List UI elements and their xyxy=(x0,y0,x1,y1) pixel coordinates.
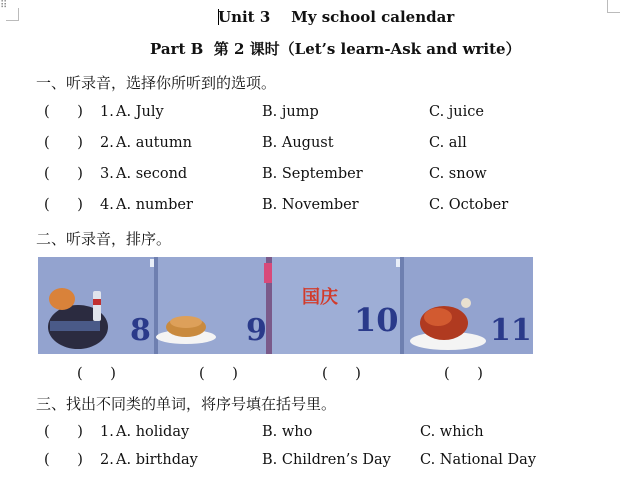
question-number: 3. xyxy=(100,166,114,182)
answer-blank[interactable]: ( ) xyxy=(44,166,83,182)
option-b: B. September xyxy=(262,166,363,182)
question-number: 4. xyxy=(100,197,114,213)
section1-heading: 一、听录音，选择你所听到的选项。 xyxy=(36,74,277,92)
option-b: B. who xyxy=(262,424,313,440)
order-blank[interactable]: ( ) xyxy=(77,366,116,382)
date-number: 8 xyxy=(130,313,151,348)
margin-corner-mark xyxy=(6,8,19,21)
option-b: B. August xyxy=(262,135,334,151)
answer-blank[interactable]: ( ) xyxy=(44,135,83,151)
page-title: Unit 3 My school calendar xyxy=(218,8,455,26)
option-c: C. juice xyxy=(429,104,484,120)
holiday-sign: 国庆 xyxy=(302,287,338,308)
date-number: 10 xyxy=(354,301,399,339)
order-blank[interactable]: ( ) xyxy=(444,366,483,382)
option-a: A. birthday xyxy=(116,452,198,468)
option-a: A. number xyxy=(116,197,193,213)
answer-blank[interactable]: ( ) xyxy=(44,197,83,213)
option-c: C. snow xyxy=(429,166,487,182)
answer-blank[interactable]: ( ) xyxy=(44,104,83,120)
anchor-dots-icon: ⠿ xyxy=(0,0,8,11)
margin-corner-mark xyxy=(607,0,620,13)
option-a: A. holiday xyxy=(116,424,190,440)
calendar-illustration xyxy=(38,257,533,354)
calendar-picture xyxy=(38,257,533,354)
page-subtitle: Part B 第 2 课时（Let’s learn-Ask and write） xyxy=(150,40,521,58)
date-number: 11 xyxy=(490,313,532,348)
option-b: B. Children’s Day xyxy=(262,452,391,468)
option-c: C. National Day xyxy=(420,452,537,468)
option-c: C. which xyxy=(420,424,484,440)
answer-blank[interactable]: ( ) xyxy=(44,424,83,440)
option-a: A. autumn xyxy=(116,135,192,151)
date-number: 9 xyxy=(246,313,267,348)
question-number: 1. xyxy=(100,104,114,120)
option-a: A. second xyxy=(116,166,188,182)
order-blank[interactable]: ( ) xyxy=(322,366,361,382)
option-b: B. jump xyxy=(262,104,319,120)
option-a: A. July xyxy=(116,104,164,120)
option-c: C. October xyxy=(429,197,509,213)
section2-heading: 二、听录音，排序。 xyxy=(36,230,172,248)
question-number: 1. xyxy=(100,424,114,440)
question-number: 2. xyxy=(100,452,114,468)
answer-blank[interactable]: ( ) xyxy=(44,452,83,468)
section3-heading: 三、找出不同类的单词，将序号填在括号里。 xyxy=(36,395,337,413)
option-c: C. all xyxy=(429,135,467,151)
question-number: 2. xyxy=(100,135,114,151)
order-blank[interactable]: ( ) xyxy=(199,366,238,382)
option-b: B. November xyxy=(262,197,359,213)
